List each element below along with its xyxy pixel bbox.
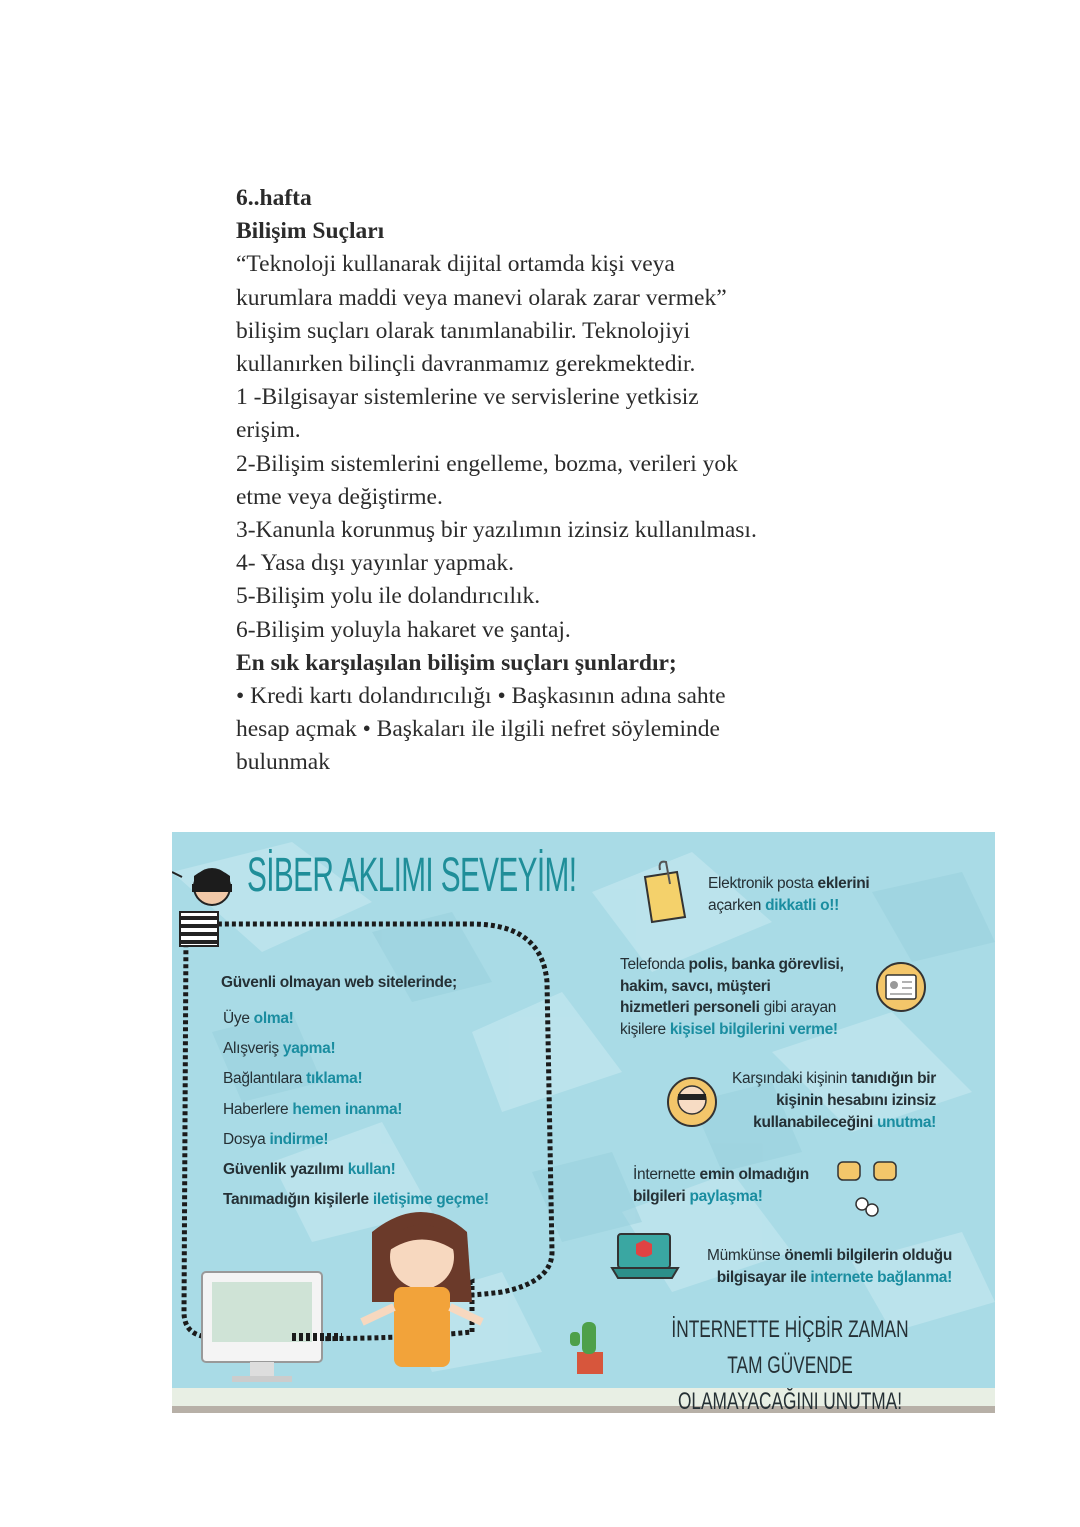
list-item: Bağlantılara tıklama! — [223, 1070, 363, 1088]
attachment-icon — [645, 862, 685, 922]
list-item: Alışveriş yapma! — [223, 1040, 336, 1058]
closing-line: OLAMAYACAĞINI UNUTMA! — [677, 1388, 903, 1415]
intro-line: bilişim suçları olarak tanımlanabilir. Teknolojiyi — [236, 317, 691, 344]
cactus-icon — [570, 1322, 603, 1374]
thief-icon — [172, 869, 232, 946]
list-item: Güvenlik yazılımı kullan! — [223, 1160, 396, 1178]
common-crimes-heading: En sık karşılaşılan bilişim suçları şunlardır; — [236, 649, 677, 676]
crime-item: erişim. — [236, 417, 301, 444]
tip-share: İnternette emin olmadığın bilgileri paylaşma! — [633, 1166, 809, 1205]
intro-line: “Teknoloji kullanarak dijital ortamda kişi veya — [236, 251, 675, 278]
list-item: Dosya indirme! — [223, 1130, 329, 1148]
tip-email: Elektronik posta eklerini açarken dikkatli o!! — [708, 875, 870, 914]
common-crimes-line: • Kredi kartı dolandırıcılığı • Başkasının adına sahte — [236, 683, 726, 710]
crime-item: 3-Kanunla korunmuş bir yazılımın izinsiz kullanılması. — [236, 517, 757, 544]
crime-item: etme veya değiştirme. — [236, 483, 443, 510]
common-crimes-line: bulunmak — [236, 749, 330, 776]
girl-character-icon — [362, 1212, 482, 1367]
intro-line: kullanırken bilinçli davranmamız gerekmektedir. — [236, 351, 696, 378]
document-text — [236, 182, 876, 780]
poster-title: SİBER AKLIMI SEVEYİM! — [247, 849, 577, 902]
list-item: Tanımadığın kişilerle iletişime geçme! — [223, 1191, 489, 1209]
unsafe-sites-list — [223, 1010, 489, 1221]
crime-item: 6-Bilişim yoluyla hakaret ve şantaj. — [236, 616, 571, 643]
crime-item: 2-Bilişim sistemlerini engelleme, bozma, verileri yok — [236, 450, 738, 477]
tip-computer: Mümkünse önemli bilgilerin olduğu bilgisayar ile internete bağlanma! — [706, 1247, 952, 1286]
common-crimes-line: hesap açmak • Başkaları ile ilgili nefret söyleminde — [236, 716, 720, 743]
crime-item: 1 -Bilgisayar sistemlerine ve servislerine yetkisiz — [236, 384, 699, 411]
list-heading: Güvenli olmayan web sitelerinde; — [221, 974, 457, 991]
crime-item: 5-Bilişim yolu ile dolandırıcılık. — [236, 583, 541, 610]
crime-item: 4- Yasa dışı yayınlar yapmak. — [236, 550, 515, 577]
chat-share-icon — [838, 1162, 896, 1216]
week-label: 6..hafta — [236, 185, 312, 211]
intro-line: kurumlara maddi veya manevi olarak zarar vermek” — [236, 284, 727, 311]
tip-phone: Telefonda polis, banka görevlisi, hakim, savcı, müşteri hizmetleri personeli gibi arayan kişilere kişisel bilgilerini verme! — [620, 956, 844, 1038]
list-item: Üye olma! — [223, 1010, 294, 1027]
tip-account: Karşındaki kişinin tanıdığın bir kişinin hesabını izinsiz kullanabileceğini unutma! — [731, 1070, 936, 1131]
laptop-virus-icon — [612, 1234, 678, 1278]
document-title: Bilişim Suçları — [236, 218, 385, 245]
id-card-icon — [877, 963, 925, 1011]
list-item: Haberlere hemen inanma! — [223, 1100, 403, 1118]
closing-line: İNTERNETTE HİÇBİR ZAMAN TAM GÜVENDE — [671, 1316, 909, 1379]
closing-message — [600, 1312, 980, 1420]
computer-icon — [202, 1272, 322, 1382]
